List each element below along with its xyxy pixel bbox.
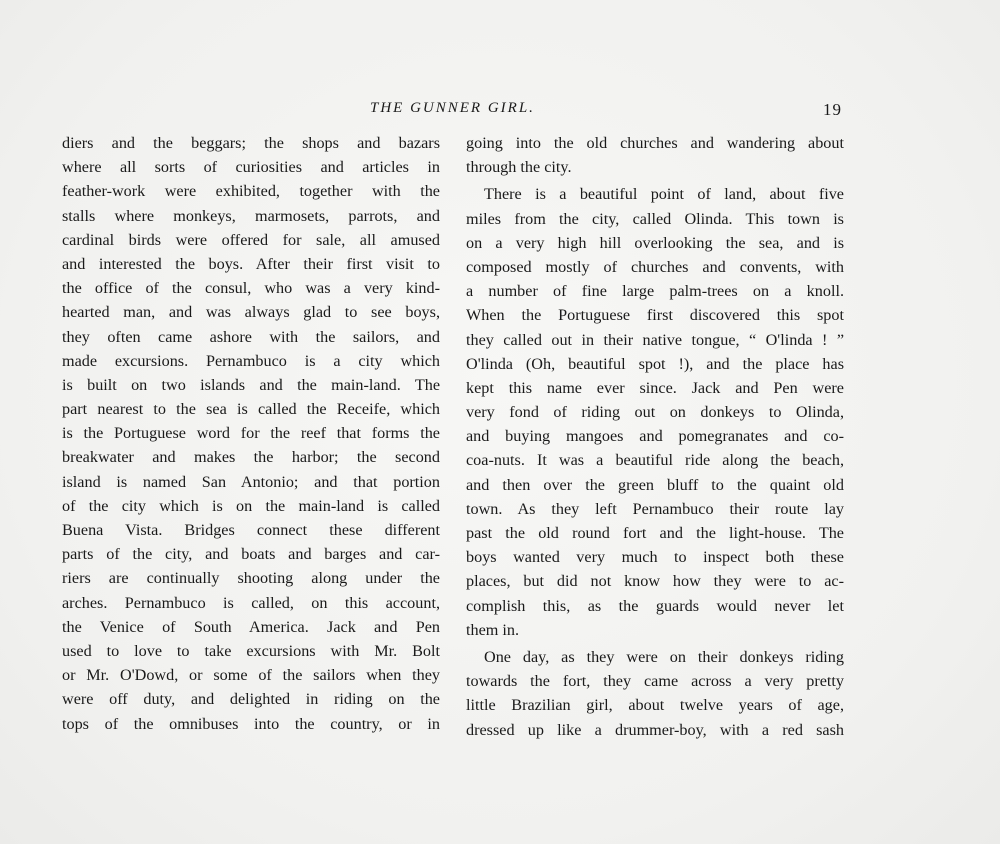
text-line: the Venice of South America. Jack and Pen <box>62 617 440 636</box>
running-head <box>0 100 1000 124</box>
text-line: dressed up like a drummer-boy, with a red sash <box>466 720 844 739</box>
text-line: and then over the green bluff to the quaint old <box>466 475 844 494</box>
paragraph <box>466 182 844 642</box>
text-line: parts of the city, and boats and barges and car- <box>62 545 440 564</box>
text-line: the office of the consul, who was a very kind- <box>62 279 440 298</box>
text-line: through the city. <box>466 158 572 177</box>
text-line: were off duty, and delighted in riding on the <box>62 690 440 709</box>
text-line: breakwater and makes the harbor; the second <box>62 448 440 467</box>
text-line: complish this, as the guards would never let <box>466 596 844 615</box>
right-column <box>466 131 844 742</box>
text-line: a number of fine large palm-trees on a knoll. <box>466 282 844 301</box>
text-line: made excursions. Pernambuco is a city which <box>62 351 440 370</box>
text-line: is the Portuguese word for the reef that forms the <box>62 424 440 443</box>
text-line: and buying mangoes and pomegranates and co- <box>466 427 844 446</box>
text-line: towards the fort, they came across a very pretty <box>466 672 844 691</box>
text-line: town. As they left Pernambuco their route lay <box>466 499 844 518</box>
text-line: and interested the boys. After their first visit to <box>62 254 440 273</box>
text-line: boys wanted very much to inspect both these <box>466 548 844 567</box>
text-line: When the Portuguese first discovered this spot <box>466 306 844 325</box>
text-line: part nearest to the sea is called the Receife, which <box>62 400 440 419</box>
text-line: composed mostly of churches and convents, with <box>466 257 844 276</box>
left-column <box>62 131 440 736</box>
text-line: is built on two islands and the main-land. The <box>62 375 440 394</box>
text-line: kept this name ever since. Jack and Pen were <box>466 378 844 397</box>
text-line: little Brazilian girl, about twelve years of age, <box>466 696 844 715</box>
text-line: island is named San Antonio; and that portion <box>62 472 440 491</box>
text-line: places, but did not know how they were to ac- <box>466 572 844 591</box>
running-title: THE GUNNER GIRL. <box>370 100 535 116</box>
text-line: cardinal birds were offered for sale, all amused <box>62 230 440 249</box>
text-line: riers are continually shooting along under the <box>62 569 440 588</box>
paragraph <box>466 645 844 742</box>
text-line: where all sorts of curiosities and articles in <box>62 158 440 177</box>
text-line: diers and the beggars; the shops and bazars <box>62 134 440 152</box>
text-line: coa-nuts. It was a beautiful ride along the beach, <box>466 451 844 470</box>
text-line: or Mr. O'Dowd, or some of the sailors when they <box>62 666 440 685</box>
text-line: past the old round fort and the light-house. The <box>466 524 844 542</box>
text-line: arches. Pernambuco is called, on this account, <box>62 593 440 612</box>
text-line: they called out in their native tongue, “ O'linda ! ” <box>466 330 844 349</box>
text-line: on a very high hill overlooking the sea, and is <box>466 233 844 252</box>
text-line: There is a beautiful point of land, about five <box>484 185 844 204</box>
text-line: One day, as they were on their donkeys riding <box>484 647 844 666</box>
text-line: used to love to take excursions with Mr. Bolt <box>62 641 440 660</box>
text-line: hearted man, and was always glad to see boys, <box>62 303 440 322</box>
text-line: miles from the city, called Olinda. This town is <box>466 209 844 228</box>
text-line: going into the old churches and wandering about <box>466 134 844 152</box>
paragraph <box>466 131 844 179</box>
text-line: feather-work were exhibited, together with the <box>62 182 440 201</box>
text-line: very fond of riding out on donkeys to Olinda, <box>466 403 844 422</box>
text-line: tops of the omnibuses into the country, or in <box>62 714 440 733</box>
text-line: Buena Vista. Bridges connect these different <box>62 521 440 539</box>
text-line: stalls where monkeys, marmosets, parrots, and <box>62 206 440 225</box>
text-line: of the city which is on the main-land is called <box>62 496 440 515</box>
text-line: O'linda (Oh, beautiful spot !), and the place has <box>466 354 844 373</box>
page-number: 19 <box>823 100 842 119</box>
text-line: they often came ashore with the sailors, and <box>62 327 440 346</box>
text-line: them in. <box>466 620 520 639</box>
